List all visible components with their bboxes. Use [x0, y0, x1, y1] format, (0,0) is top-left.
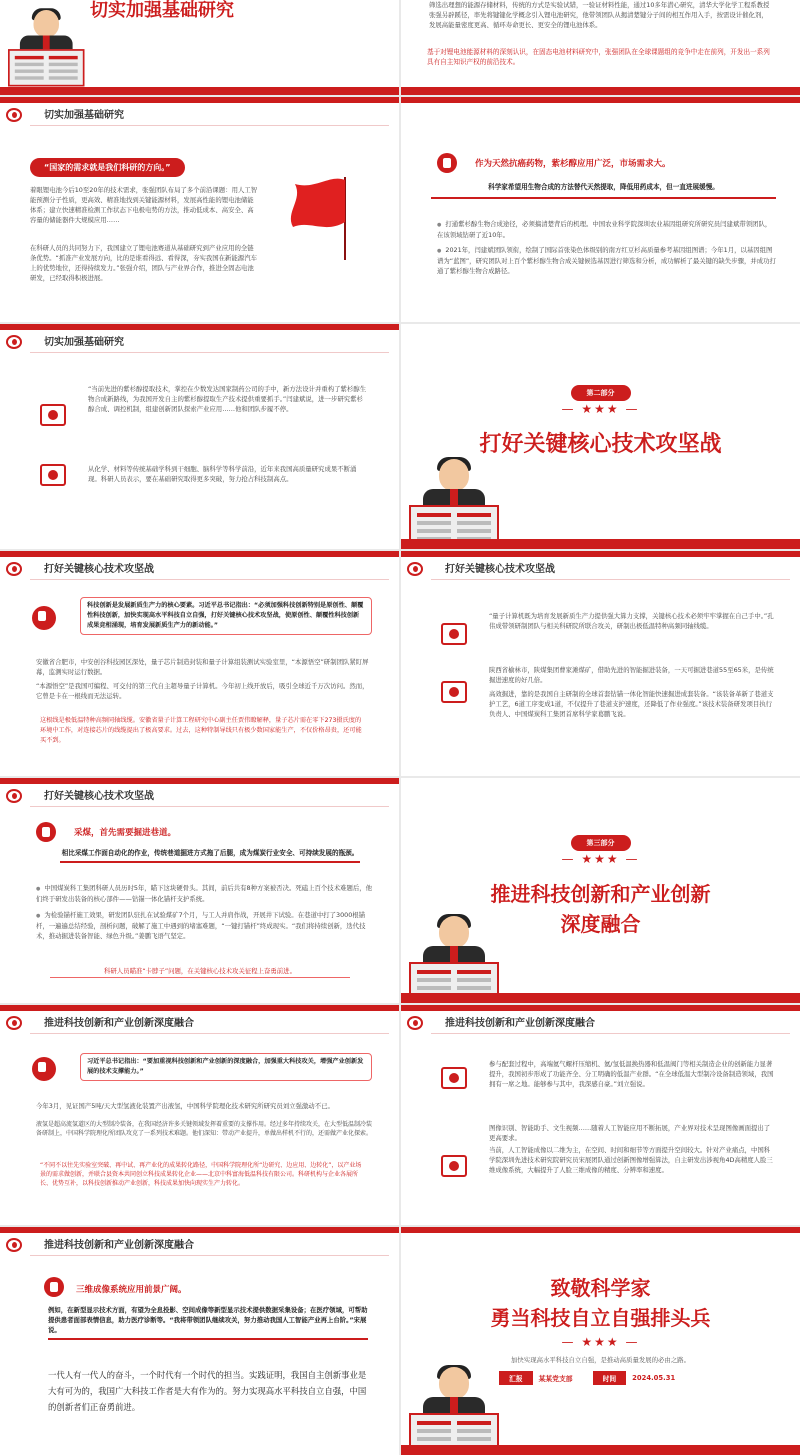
reporter: 某某党支部 [538, 1375, 573, 1383]
red-flag-icon [275, 172, 365, 262]
slide-7[interactable] [0, 551, 399, 776]
logo-icon [6, 789, 22, 803]
part-pill [401, 830, 800, 851]
quote-pill [30, 155, 185, 177]
body-text-3: 高效掘进，靠的是我国自主研制的全球首套钻锚一体化智能快速掘进成套装备。“该装备革新了巷道支护工艺，6道工序变成1道，不仅提升了巷道支护速度，还降低了作业强度。”该技术装备研发项目执行负责人、中国煤炭科工集团首席科学家葛鹏飞说。 [489, 690, 774, 718]
person-illustration [409, 459, 499, 549]
person-illustration [8, 10, 85, 87]
section-title-1: 推进科技创新和产业创新 [490, 882, 711, 906]
body-text-1: 着眼锂电池今后10至20年的技术需求，张强团队布局了多个前沿课题：用人工智能预测分子性质，更高效、精准地找到关键能源材料，发展高性能的锂电池储能体系；建立快速精准检测工作状态下电极电势的方法，推动低成本、高安全、高容量的储能器件大规模应用…… [30, 186, 258, 224]
body-text-1: 安徽省合肥市，中安创谷科技园区深处，量子芯片制造封装和量子计算组装测试实验室里，“本源悟空”研制团队紧盯屏幕，监测实时运行数据。 [36, 658, 369, 676]
top-bar [401, 97, 800, 103]
tablet-icon [441, 623, 467, 645]
medicine-icon [437, 153, 457, 173]
book-icon [32, 1057, 56, 1081]
section-title-2: 深度融合 [560, 912, 641, 936]
slide-14[interactable] [401, 1227, 800, 1455]
bullet-2: ● 2021年，闫建斌团队领衔，绘制了国际首张染色体级别的南方红豆杉高质量参考基因组图谱；今年1月，以基因组图谱为“蓝图”，研究团队对上百个紫杉醇生物合成关键候选基因进行筛选和分析，成功解析了最关键的缺失步骤，并成功打通了紫杉醇生物合成路径。 [437, 245, 777, 276]
body-text-2: 在科研人员的共同努力下，我国建立了锂电池赛道从基础研究到产业应用的全链条优势。“抓准产业发展方向，比的是谁看得远、看得深，夯实我国在新能源汽车上的优势地位，还得持续发力。”张强介绍，团队与产业界合作，推进全固态电池研发，已经取得积极进展。 [30, 244, 257, 282]
pill-text: 第三部分 [571, 835, 631, 851]
logo-icon [407, 1016, 423, 1030]
slide-10[interactable] [401, 778, 800, 1003]
logo-icon [6, 1238, 22, 1252]
bullet-2: ● 为检验锚杆施工效果，研发团队驻扎在试验煤矿7个月，与工人并肩作战，开展井下试验。在巷道中打了3000根锚杆，一遍遍总结经验，剖析问题，破解了施工中遇到的堵塞难题，“一键打锚杆”终成现实。“我们将持续创新，迭代技术，推动掘进装备智能、绿色升级。”姜鹏飞语气坚定。 [36, 910, 376, 941]
slide-header [0, 557, 399, 581]
final-title-2: 勇当科技自立自强排头兵 [490, 1306, 711, 1330]
bullet-1: ● 打通紫杉醇生物合成途径，必须搞清楚背后的机理。中国农业科学院深圳农业基因组研究所研究员闫建斌带领团队，在该领域钻研了近10年。 [437, 219, 777, 240]
header-title: 打好关键核心技术攻坚战 [445, 564, 555, 575]
slide-header [0, 330, 399, 354]
body-text-1: “当前先进的紫杉醇提取技术，掌控在少数发达国家制药公司的手中，新方法设计并重构了紫杉醇生物合成新路线，为我国开发自主的紫杉醇提取生产技术提供重要抓手。”闫建斌说，进一步研究紫杉醇合成、调控机制，组建创新团队探索产业应用……他和团队步履不停。 [88, 385, 367, 413]
tablet-icon [441, 681, 467, 703]
logo-icon [6, 108, 22, 122]
body-text-3: 当前，人工智能成像以二维为主，在空间、时间和细节等方面提升空间较大。针对产业痛点，中国科学院深圳先进技术研究院研究员宋展团队通过创新图像增强算法，自主研发出涉视角4D高精度人脸三维成像系统，大幅提升了人脸三维成像的精度、分辨率和速度。 [489, 1146, 773, 1174]
report-label: 汇报 [499, 1371, 533, 1385]
slide-12[interactable] [401, 1005, 800, 1225]
header-title: 切实加强基础研究 [44, 110, 124, 121]
subheading: 科学家希望用生物合成的方法替代天然提取，降低用药成本，但一直进展缓慢。 [431, 177, 776, 199]
top-bar [401, 1227, 800, 1233]
stars-divider: — ★★★ — [561, 402, 640, 416]
highlight-line: 科研人员瞄准“卡脖子”问题，在关键核心技术攻关征程上奋勇前进。 [50, 966, 350, 978]
section-head: 采煤，首先需要掘进巷道。 [74, 828, 177, 838]
logo-icon [407, 562, 423, 576]
slide-header [0, 784, 399, 808]
body-text-2: 液氢是超高流氢道区的大型制冷装备，在我国经济许多关键领域发挥着重要的支撑作用。经过多年持续攻关，在大型低温制冷装备研制上，中国科学院理化所团队攻克了一系列技术难题。他们深知：带动产业提升，单做出样机不行的，还需做产业化探索。 [36, 1121, 373, 1137]
header-title: 打好关键核心技术攻坚战 [44, 791, 154, 802]
slide-header [0, 1233, 399, 1257]
header-title: 切实加强基础研究 [44, 337, 124, 348]
person-illustration [409, 916, 499, 1003]
bottom-wave [401, 993, 800, 1003]
final-title-1: 致敬科学家 [550, 1276, 651, 1300]
body-text-1: 参与配套过程中，高端氦气螺杆压缩机、氦/氢低温换热器和低温阀门等相关制造企业的创新能力显著提升，我国初步形成了功能齐全、分工明确的低温产业群。“在全球低温大型制冷设备制造领域，我国拥有一席之地。能够参与其中，我深感自豪。”刘立强说。 [489, 1060, 774, 1088]
slide-header [401, 1011, 800, 1035]
slide-4[interactable] [401, 97, 800, 322]
subheading: 相比采煤工作面自动化的作业，传统巷道掘进方式拖了后腿，成为煤炭行业安全、可持续发展的瓶颈。 [60, 848, 360, 863]
highlight-box: 基于对锂电池能源材料的深刻认识，在固态电池材料研究中，张强团队在全球课题组的竞争中走在前列，开发出一系列具有自主知识产权的前沿技术。 [421, 44, 776, 70]
tablet-icon [441, 1155, 467, 1177]
quote-box: 习近平总书记指出：“要加重视科技创新和产业创新的深度融合，加强重大科技攻关，增强产业创新发展的技术支撑能力。” [80, 1053, 372, 1081]
section-title: 打好关键核心技术攻坚战 [479, 432, 722, 457]
slide-1[interactable] [0, 0, 399, 95]
slide-header [401, 557, 800, 581]
stars-divider: — ★★★ — [561, 852, 640, 866]
bullet-1: ● 中国煤炭科工集团科研人员历时5年，瞄下这块硬骨头。其间，前后共有8种方案被否决。死磕上百个技术难题后，他们终于研发出装备的核心部件——钻锚一体化锚杆支护系统。 [36, 883, 376, 904]
pill-text: 第二部分 [571, 385, 631, 401]
header-title: 打好关键核心技术攻坚战 [44, 564, 154, 575]
slide-6[interactable] [401, 324, 800, 549]
slide-9[interactable] [0, 778, 399, 1003]
section-head: 三维成像系统应用前景广阔。 [76, 1285, 187, 1295]
bottom-wave [401, 539, 800, 549]
logo-icon [6, 562, 22, 576]
date: 2024.05.31 [632, 1374, 676, 1382]
highlight-box: 这根线是极低温特种高频同轴线缆。安徽省量子计算工程研究中心副主任贾伟瞭解释，量子芯片需在零下273摄氏度的环境中工作，对连接芯片的线缆提出了极高要求。过去，这种特制导线只有极少数国家能生产，不仅价格昂贵，还可能买不到。 [34, 713, 372, 749]
quote-box: 科技创新是发展新质生产力的核心要素。习近平总书记指出：“必须加强科技创新特别是原创性、颠覆性科技创新，加快实现高水平科技自立自强，打好关键核心技术攻坚战，使原创性、颠覆性科技创新成果竞相涌现，培育发展新质生产力的新动能。” [80, 597, 372, 635]
meta-row [499, 1371, 675, 1385]
part-pill [401, 380, 800, 401]
body-text-2: “本源悟空”是我国可编程、可交付的第三代自主超导量子计算机。今年初上线开放后，吸引全球近千万次访问。然而，它曾是卡在一根线而无法运转。 [36, 682, 369, 700]
book-icon [32, 606, 56, 630]
closing-text: 一代人有一代人的奋斗，一个时代有一个时代的担当。实践证明，我国自主创新事业是大有可为的，我国广大科技工作者是大有作为的。努力实现高水平科技自立自强，中国的创新者们正奋勇前进。 [48, 1370, 367, 1412]
subheading: 例如，在新型显示技术方面，有望为全息投影、空间成像等新型显示技术提供数据采集设备；在医疗领域，可帮助提供患者面部表情信息，助力医疗诊断等。“我将带领团队继续攻关，努力推动我国人工智能产业再上台阶。”宋展说。 [48, 1305, 368, 1340]
logo-icon [6, 1016, 22, 1030]
tablet-icon [40, 464, 66, 486]
footer-bar [0, 87, 399, 95]
body-text: 筛选出理想的能源存储材料，传统的方式是实验试错，一验证材料性能，通过10多年潜心研究，清华大学化学工程系教授张强另辟蹊径，率先将键键化学概念引入锂电池研究，他带领团队从揭清楚键分子间的相互作用入手，按需设计催化剂，发展高能量密度更高、循环寿命更长、更安全的锂电池体系。 [429, 1, 770, 29]
header-title: 推进科技创新和产业创新深度融合 [44, 1240, 194, 1251]
pill-text: “国家的需求就是我们科研的方向。” [30, 158, 185, 177]
slide-3[interactable] [0, 97, 399, 322]
tablet-icon [441, 1067, 467, 1089]
stars-divider: — ★★★ — [561, 1335, 640, 1349]
bottom-wave [401, 1445, 800, 1455]
body-text-1: 今年3月，见证国产5吨/天大型氢液化装置产出液氢，中国科学院理化技术研究所研究员刘立强激动不已。 [36, 1102, 334, 1110]
tablet-icon [40, 404, 66, 426]
slide-5[interactable] [0, 324, 399, 549]
footer-bar [401, 87, 800, 95]
time-label: 时间 [593, 1371, 627, 1385]
imaging-icon [44, 1277, 64, 1297]
slide-13[interactable] [0, 1227, 399, 1455]
mining-icon [36, 822, 56, 842]
header-title: 推进科技创新和产业创新深度融合 [44, 1018, 194, 1029]
slide-8[interactable] [401, 551, 800, 776]
header-title: 推进科技创新和产业创新深度融合 [445, 1018, 595, 1029]
body-text-1: “量子计算机既为培育发展新质生产力提供强大算力支撑，关键核心技术必须牢牢掌握在自己手中。”孔伟成带领研制团队与相关科研院所联合攻关，研制出极低温特种高频同轴线缆。 [489, 612, 774, 630]
subtitle: 加快实现高水平科技自立自强，是推动高质量发展的必由之路。 [511, 1356, 690, 1364]
slide-2[interactable] [401, 0, 800, 95]
body-text-2: 图像识别、智能助手、文生视频……随着人工智能应用不断拓展，产业界对技术呈现图像画面提出了更高要求。 [489, 1124, 771, 1142]
body-text-2: 从化学、材料等传统基础学科到干细胞、脑科学等科学前沿，近年来我国高质量研究成果不断涌现。科研人员表示，要在基础研究取得更多突破，努力抢占科技制高点。 [88, 465, 357, 483]
slide-11[interactable] [0, 1005, 399, 1225]
highlight-box: “不同不以往先实验室突破、再中试、再产业化的成果转化路径，中国科学院理化所“边研究、边应用、边转化”，以产业场景的需求做创新，并联合县资本共同创立科技成果转化企业——北京中科富海低温科技有限公司。科研机构与企业各展所长、优势互补，以科技创新推动产业创新，科技成果加快向现实生产力转化。 [34, 1158, 372, 1191]
section-head: 作为天然抗癌药物，紫杉醇应用广泛，市场需求大。 [475, 159, 671, 169]
slide-title: 切实加强基础研究 [90, 0, 234, 21]
logo-icon [6, 335, 22, 349]
body-text-2: 陕西省榆林市，陕煤集团曹家滩煤矿，借助先进的智能掘进装备，一天可掘进巷道55至65米，是传统掘进速度的好几倍。 [489, 666, 774, 684]
slide-header [0, 103, 399, 127]
slide-header [0, 1011, 399, 1035]
person-illustration [409, 1367, 499, 1455]
